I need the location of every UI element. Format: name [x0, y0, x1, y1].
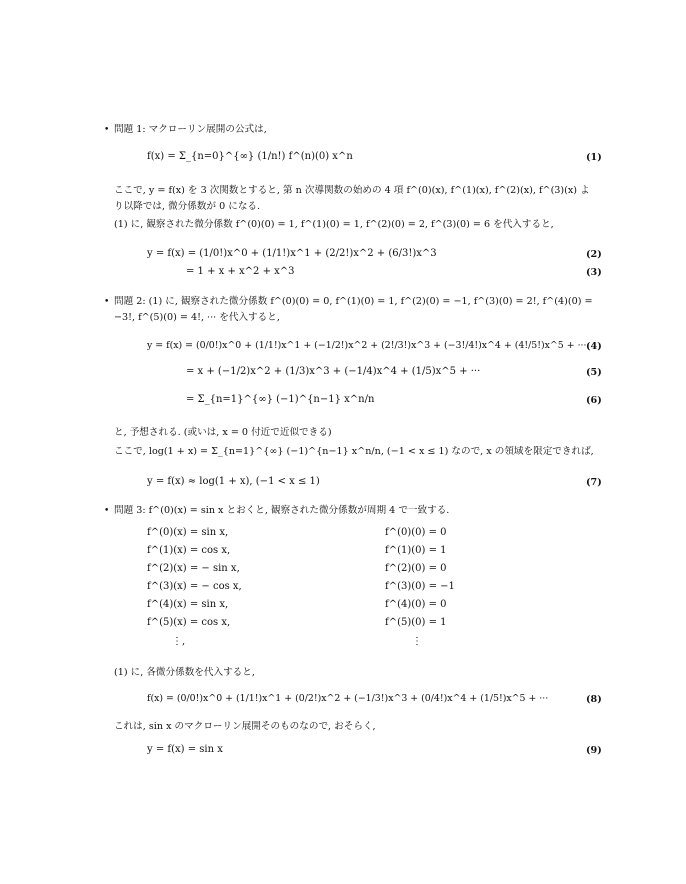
equation-number-5: (5): [586, 367, 602, 378]
problem1-text-1: ここで, y = f(x) を 3 次関数とすると, 第 n 次導関数の始めの 4 項 f^(0)(x), f^(1)(x), f^(2)(x), f^(3)(x) よ: [114, 185, 590, 196]
equation-3: = 1 + x + x^2 + x^3: [186, 266, 295, 277]
bullet: •: [104, 125, 110, 135]
derivative-left-3: f^(3)(x) = − cos x,: [147, 581, 242, 592]
derivative-right-0: f^(0)(0) = 0: [385, 527, 447, 538]
equation-7: y = f(x) ≈ log(1 + x), (−1 < x ≤ 1): [147, 476, 320, 487]
equation-4: y = f(x) = (0/0!)x^0 + (1/1!)x^1 + (−1/2!)x^2 + (2!/3!)x^3 + (−3!/4!)x^4 + (4!/5!)x^5 + ···: [147, 340, 587, 351]
derivative-left-0: f^(0)(x) = sin x,: [147, 527, 229, 538]
bullet: •: [104, 506, 110, 516]
equation-number-2: (2): [586, 249, 602, 260]
equation-6: = Σ_{n=1}^{∞} (−1)^{n−1} x^n/n: [186, 394, 375, 405]
equation-number-7: (7): [586, 477, 602, 488]
derivative-right-1: f^(1)(0) = 1: [385, 545, 447, 556]
derivative-right-4: f^(4)(0) = 0: [385, 599, 447, 610]
problem3-heading: 問題 3: f^(0)(x) = sin x とおくと, 観察された微分係数が周期 4 で一致する.: [114, 505, 450, 516]
problem2-text-1: と, 予想される. (或いは, x = 0 付近で近似できる): [114, 427, 332, 438]
problem1-text-3: (1) に, 観察された微分係数 f^(0)(0) = 1, f^(1)(0) = 1, f^(2)(0) = 2, f^(3)(0) = 6 を代入すると,: [114, 219, 554, 230]
equation-number-8: (8): [586, 694, 602, 705]
derivative-left-2: f^(2)(x) = − sin x,: [147, 563, 240, 574]
derivative-right-vdots: ⋮: [412, 636, 422, 647]
problem3-text-2: これは, sin x のマクローリン展開そのものなので, おそらく,: [114, 721, 376, 732]
problem2-heading: 問題 2: (1) に, 観察された微分係数 f^(0)(0) = 0, f^(1)(0) = 1, f^(2)(0) = −1, f^(3)(0) = 2!, f^(4)(0) =: [114, 296, 593, 307]
equation-number-3: (3): [586, 267, 602, 278]
problem2-text-2: ここで, log(1 + x) = Σ_{n=1}^{∞} (−1)^{n−1} x^n/n, (−1 < x ≤ 1) なので, x の領域を限定できれば,: [114, 446, 594, 457]
bullet: •: [104, 297, 110, 307]
equation-8: f(x) = (0/0!)x^0 + (1/1!)x^1 + (0/2!)x^2 + (−1/3!)x^3 + (0/4!)x^4 + (1/5!)x^5 + ···: [147, 693, 549, 704]
problem1-text-2: り以降では, 微分係数が 0 になる.: [114, 201, 261, 212]
derivative-right-3: f^(3)(0) = −1: [385, 581, 455, 592]
equation-1: f(x) = Σ_{n=0}^{∞} (1/n!) f^(n)(0) x^n: [147, 151, 353, 162]
derivative-right-5: f^(5)(0) = 1: [385, 617, 447, 628]
equation-2: y = f(x) = (1/0!)x^0 + (1/1!)x^1 + (2/2!)x^2 + (6/3!)x^3: [147, 248, 437, 259]
equation-number-6: (6): [586, 395, 602, 406]
derivative-left-5: f^(5)(x) = cos x,: [147, 617, 231, 628]
derivative-left-1: f^(1)(x) = cos x,: [147, 545, 231, 556]
equation-number-4: (4): [586, 341, 602, 352]
derivative-right-2: f^(2)(0) = 0: [385, 563, 447, 574]
problem2-heading-cont: −3!, f^(5)(0) = 4!, ··· を代入すると,: [114, 312, 280, 323]
derivative-left-vdots: ⋮,: [172, 636, 186, 647]
equation-number-1: (1): [586, 152, 602, 163]
derivative-left-4: f^(4)(x) = sin x,: [147, 599, 229, 610]
equation-9: y = f(x) = sin x: [147, 744, 223, 755]
problem1-heading: 問題 1: マクローリン展開の公式は,: [114, 124, 267, 135]
equation-number-9: (9): [586, 745, 602, 756]
problem3-text-1: (1) に, 各微分係数を代入すると,: [114, 667, 255, 678]
equation-5: = x + (−1/2)x^2 + (1/3)x^3 + (−1/4)x^4 + (1/5)x^5 + ···: [186, 366, 481, 377]
